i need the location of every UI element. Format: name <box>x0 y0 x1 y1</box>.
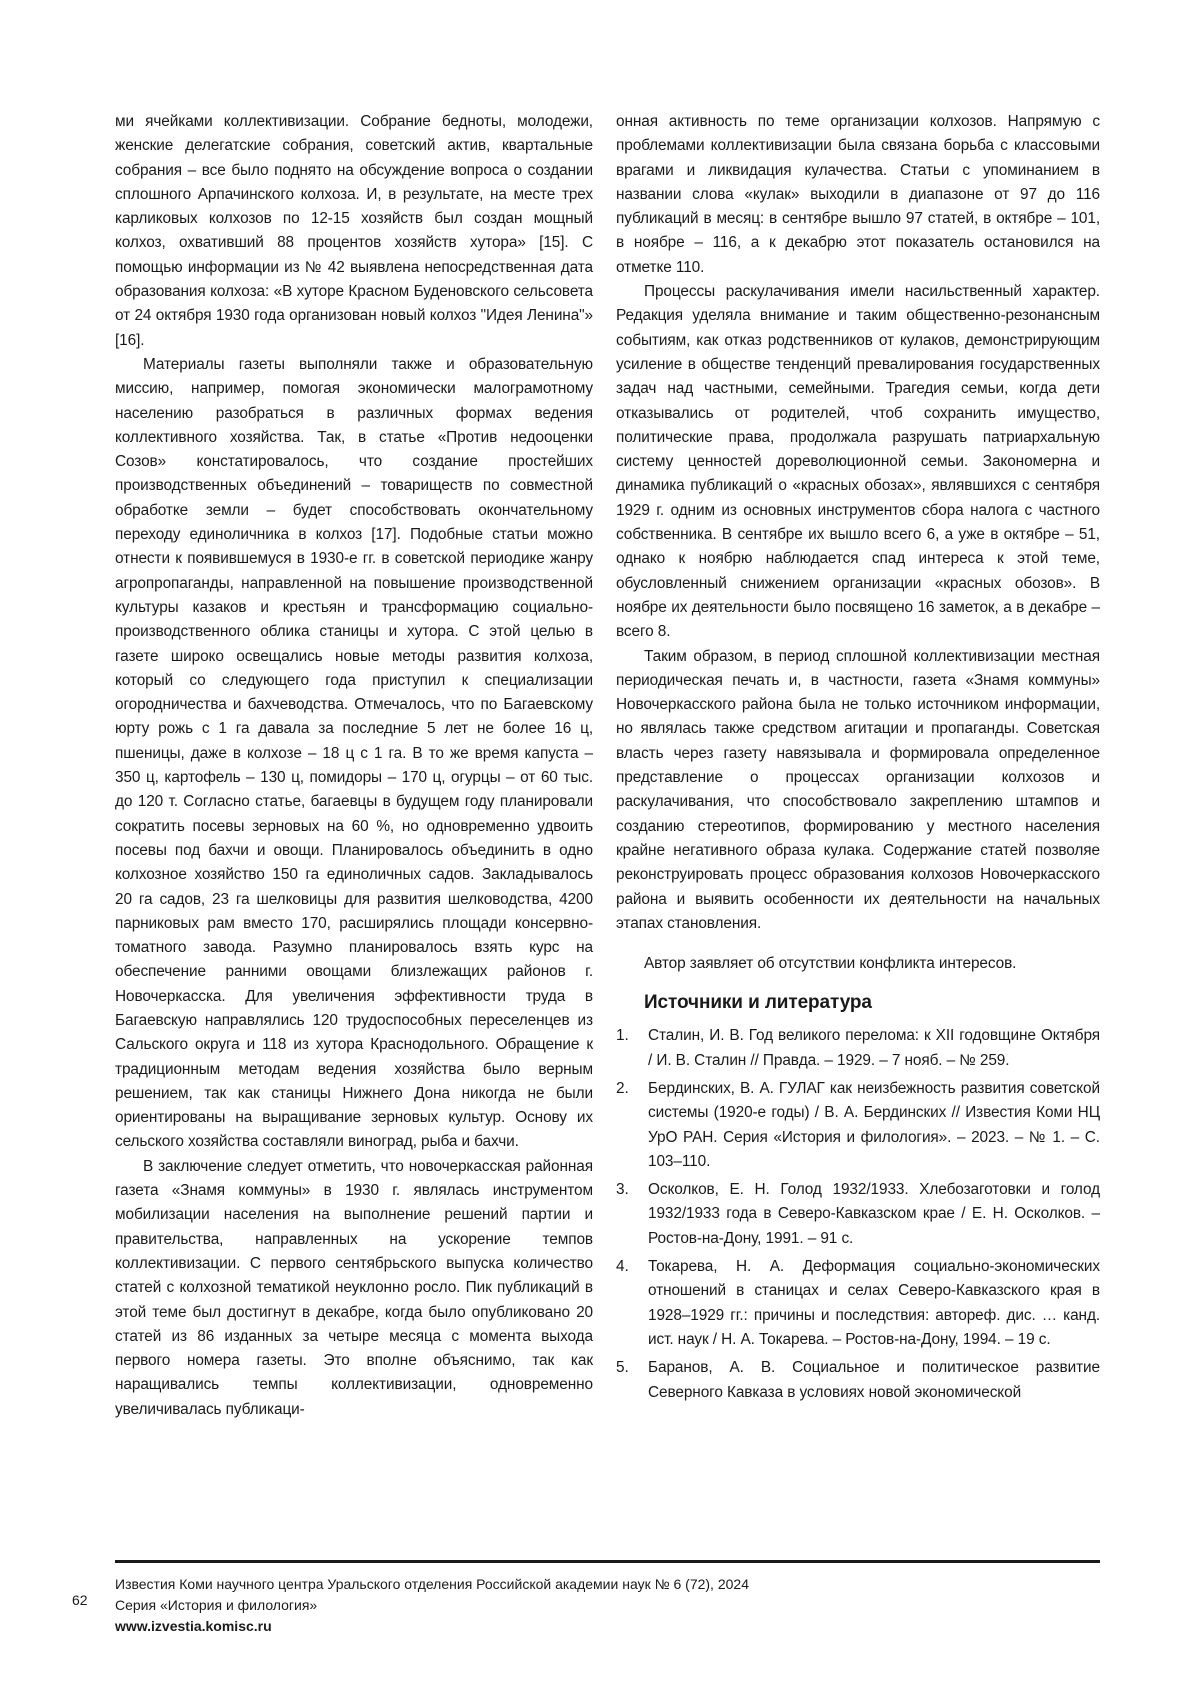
right-column <box>616 110 1100 1409</box>
reference-item <box>616 1178 1100 1251</box>
paragraph: Материалы газеты выполняли также и образовательную миссию, например, помогая экономически малограмотному населению разобраться в различных формах ведения коллективного хозяйства. Так, в статье «Против недооценки Созов» констатировалось, что создание простейших производственных объединений – товариществ по совместной обработке земли – будет способствовать окончательному переходу единоличника в колхоз [17]. Подобные статьи можно отнести к появившемуся в 1930-е гг. в советской периодике жанру агропропаганды, направленной на повышение производственной культуры казаков и крестьян и трансформацию социально-производственного облика станицы и хутора. С этой целью в газете широко освещались новые методы развития колхоза, который со следующего года приступил к специализации огородничества и бахчеводства. Отмечалось, что по Багаевскому юрту рожь с 1 га давала за последние 5 лет не более 16 ц, пшеницы, даже в колхозе – 18 ц с 1 га. В то же время капуста – 350 ц, картофель – 130 ц, помидоры – 170 ц, огурцы – от 60 тыс. до 120 т. Согласно статье, багаевцы в будущем году планировали сократить посевы зерновых на 60 %, но одновременно удвоить посевы под бахчи и овощи. Планировалось объединить в одно колхозное хозяйство 150 га единоличных садов. Закладывалось 20 га садов, 23 га шелковицы для развития шелководства, 4200 парниковых рам вместо 170, расширялись площади консервно-томатного завода. Разумно планировалось взять курс на обеспечение ранними овощами близлежащих районов г. Новочеркасска. Для увеличения эффективности труда в Багаевскую направлялись 120 трудоспособных переселенцев из Сальского округа и 118 из хутора Краснодольного. Обращение к традиционным методам ведения хозяйства было верным решением, так как станицы Нижнего Дона никогда не были ориентированы на выращивание зерновых культур. Основу их сельского хозяйства составляли виноград, рыба и бахчи. <box>115 355 593 1151</box>
footer-divider <box>115 1560 1100 1563</box>
reference-number: 1. <box>616 1027 629 1045</box>
journal-title: Известия Коми научного центра Уральского отделения Российской академии наук № 6 (72), 2024 <box>115 1576 749 1592</box>
conflict-statement: Автор заявляет об отсутствии конфликта интересов. <box>644 955 1017 973</box>
paragraph: онная активность по теме организации колхозов. Напрямую с проблемами коллективизации была связана борьба с классовыми врагами и ликвидация кулачества. Статьи с упоминанием в названии слова «кулак» выходили в диапазоне от 97 до 116 публикаций в месяц: в сентябре вышло 97 статей, в октябре – 101, в ноябре – 116, а к декабрю этот показатель остановился на отметке 110. <box>616 113 1100 276</box>
reference-item <box>616 1024 1100 1073</box>
references-list <box>616 1024 1100 1404</box>
paragraph: ми ячейками коллективизации. Собрание бедноты, молодежи, женские делегатские собрания, советский актив, квартальные собрания – все было поднято на обсуждение вопроса о создании сплошного Арпачинского колхоза. И, в результате, на месте трех карликовых колхозов по 12-15 хозяйств был создан мощный колхоз, охвативший 88 процентов хозяйств хутора» [15]. С помощью информации из № 42 выявлена непосредственная дата образования колхоза: «В хуторе Красном Буденовского сельсовета от 24 октября 1930 года организован новый колхоз "Идея Ленина"» [16]. <box>115 113 593 349</box>
paragraph: В заключение следует отметить, что новочеркасская районная газета «Знамя коммуны» в 1930 г. являлась инструментом мобилизации населения на выполнение решений партии и правительства, направленных на ускорение темпов коллективизации. С первого сентябрьского выпуска количество статей с колхозной тематикой неуклонно росло. Пик публикаций в этой теме был достигнут в декабре, когда было опубликовано 20 статей из 86 изданных за четыре месяца с момента выхода первого номера газеты. Это вполне объяснимо, так как наращивались темпы коллективизации, одновременно увеличивалась публикаци- <box>115 1157 593 1418</box>
reference-number: 5. <box>616 1359 629 1377</box>
paragraph: Процессы раскулачивания имели насильственный характер. Редакция уделяла внимание и таким общественно-резонансным событиям, как отказ родственников от кулаков, демонстрирующим усиление в обществе тенденций превалирования государственных задач над частными, семейными. Трагедия семьи, когда дети отказывались от родителей, чтоб сохранить имущество, политические права, продолжала разрушать патриархальную систему ценностей дореволюционной семьи. Закономерна и динамика публикаций о «красных обозах», являвшихся с сентября 1929 г. одним из основных инструментов сбора налога с частного собственника. В сентябре их вышло всего 6, а уже в октябре – 51, однако к ноябрю наблюдается спад интереса к этой теме, обусловленный снижением организации «красных обозов». В ноябре их деятельности было посвящено 16 заметок, а в декабре – всего 8. <box>616 283 1100 641</box>
reference-text: Осколков, Е. Н. Голод 1932/1933. Хлебозаготовки и голод 1932/1933 года в Северо-Кавказском крае / Е. Н. Осколков. – Ростов-на-Дону, 1991. – 91 с. <box>648 1181 1100 1247</box>
footer <box>115 1574 749 1637</box>
journal-url: www.izvestia.komisc.ru <box>115 1618 272 1634</box>
reference-item <box>616 1077 1100 1174</box>
reference-number: 3. <box>616 1181 629 1199</box>
reference-number: 4. <box>616 1258 629 1276</box>
page-number: 62 <box>72 1592 88 1608</box>
left-column <box>115 110 593 1422</box>
reference-text: Токарева, Н. А. Деформация социально-экономических отношений в станицах и селах Северо-Кавказского края в 1928–1929 гг.: причины и последствия: автореф. дис. … канд. ист. наук / Н. А. Токарева. – Ростов-на-Дону, 1994. – 19 с. <box>648 1258 1100 1348</box>
journal-series: Серия «История и филология» <box>115 1597 318 1613</box>
paragraph: Таким образом, в период сплошной коллективизации местная периодическая печать и, в частности, газета «Знамя коммуны» Новочеркасского района была не только источником информации, но являлась также средством агитации и пропаганды. Советская власть через газету навязывала и формировала определенное представление о процессах организации колхозов и раскулачивания, что способствовало закреплению штампов и созданию стереотипов, формированию у местного населения крайне негативного образа кулака. Содержание статей позволяе реконструировать процесс образования колхозов Новочеркасского района и выявить особенности их деятельности на начальных этапах становления. <box>616 647 1100 932</box>
reference-item <box>616 1255 1100 1352</box>
reference-number: 2. <box>616 1079 629 1097</box>
reference-item <box>616 1356 1100 1405</box>
reference-text: Баранов, А. В. Социальное и политическое развитие Северного Кавказа в условиях новой экономической <box>648 1359 1100 1401</box>
reference-text: Сталин, И. В. Год великого перелома: к XII годовщине Октября / И. В. Сталин // Правда. – 1929. – 7 нояб. – № 259. <box>648 1027 1100 1069</box>
references-title: Источники и литература <box>644 992 872 1014</box>
reference-text: Бердинских, В. А. ГУЛАГ как неизбежность развития советской системы (1920-е годы) / В. А. Бердинских // Известия Коми НЦ УрО РАН. Серия «История и филология». – 2023. – № 1. – С. 103–110. <box>648 1079 1100 1170</box>
